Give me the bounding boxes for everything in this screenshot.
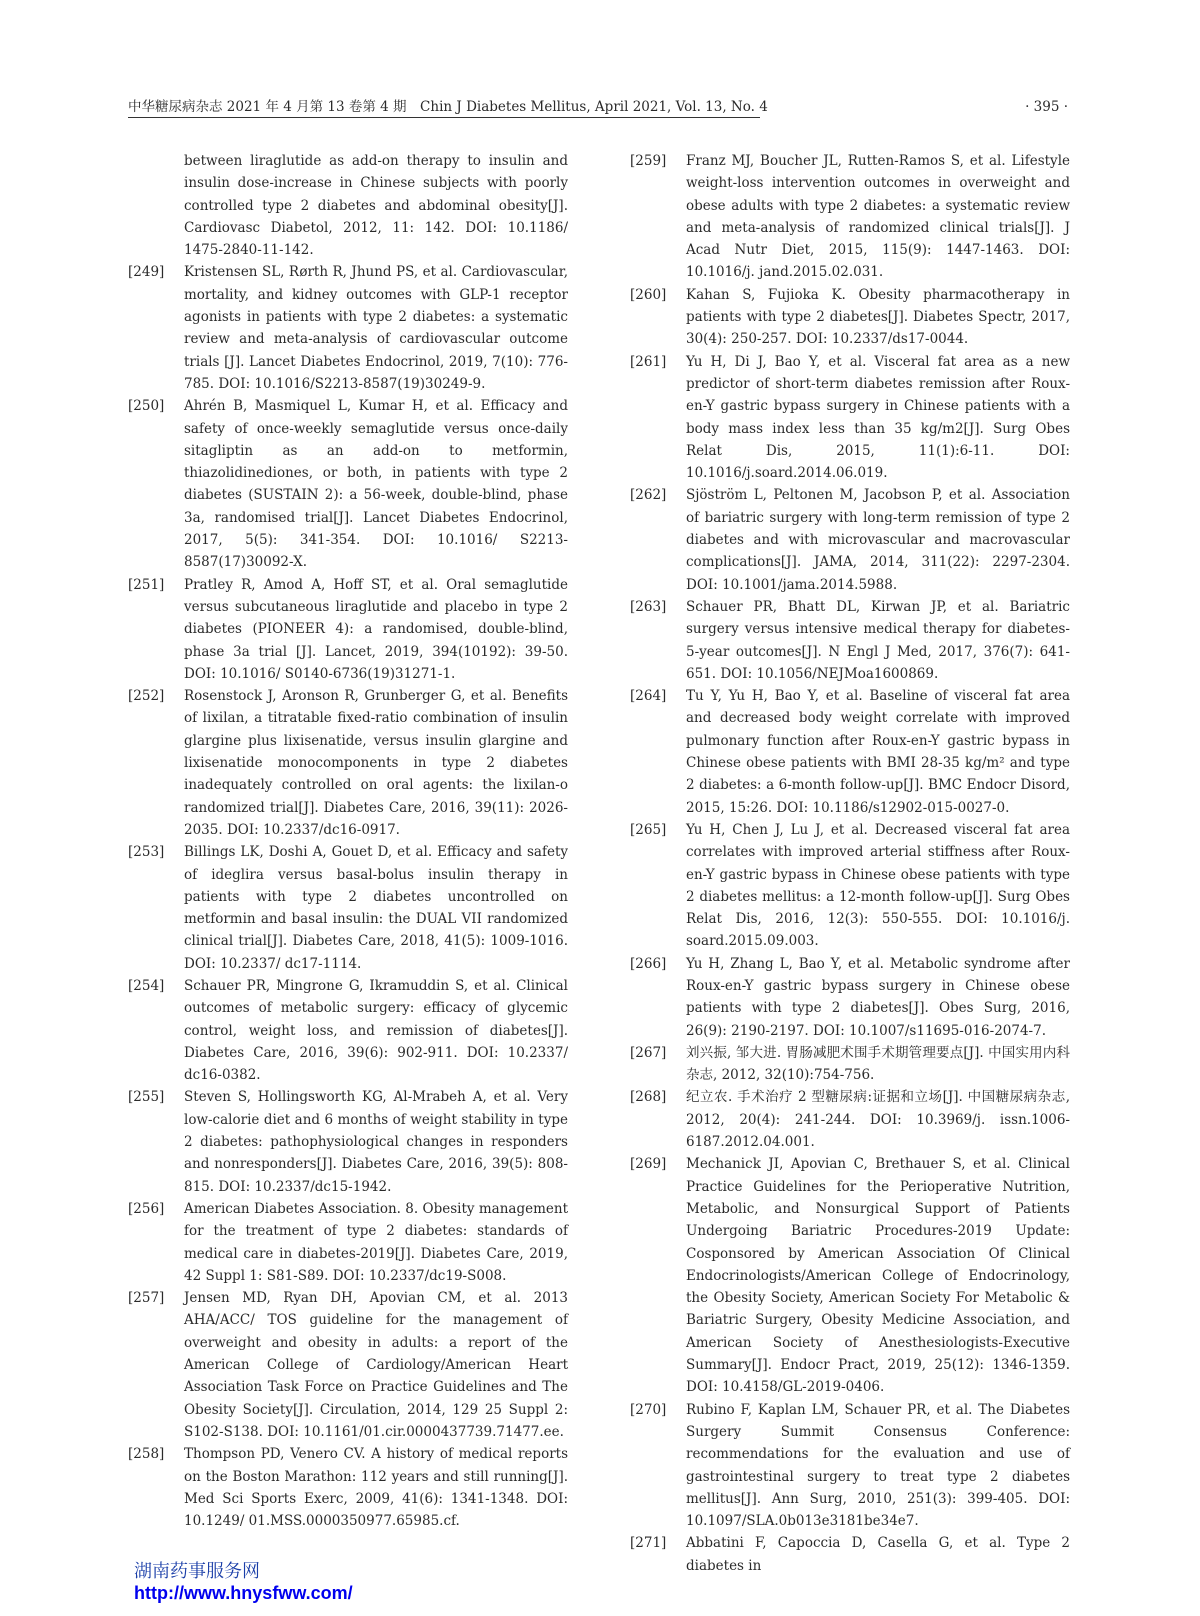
reference-number: [271] — [630, 1535, 667, 1552]
reference-number: [258] — [128, 1446, 165, 1463]
reference-item — [128, 395, 568, 573]
reference-number: [267] — [630, 1044, 667, 1061]
reference-item — [128, 841, 568, 975]
reference-number: [256] — [128, 1200, 165, 1217]
reference-number: [262] — [630, 487, 667, 504]
reference-text: 纪立农. 手术治疗 2 型糖尿病:证据和立场[J]. 中国糖尿病杂志, 2012, 20(4): 241-244. DOI: 10.3969/j. issn.1006-6187.2012.04.001. — [686, 1089, 1070, 1151]
reference-text: Steven S, Hollingsworth KG, Al-Mrabeh A, et al. Very low-calorie diet and 6 months of weight stability in type 2 diabetes: pathophysiological changes in responders and nonresponders[J]. Diabetes Care, 2016, 39(5): 808-815. DOI: 10.2337/dc15-1942. — [184, 1089, 568, 1195]
reference-number: [269] — [630, 1156, 667, 1173]
reference-item — [630, 150, 1070, 284]
reference-text: Kristensen SL, Rørth R, Jhund PS, et al. Cardiovascular, mortality, and kidney outcomes with GLP-1 receptor agonists in patients with type 2 diabetes: a systematic review and meta-analysis of cardiovascular outcome trials [J]. Lancet Diabetes Endocrinol, 2019, 7(10): 776-785. DOI: 10.1016/S2213-8587(19)30249-9. — [184, 264, 568, 392]
reference-item — [630, 1153, 1070, 1398]
reference-text: 刘兴振, 邹大进. 胃肠减肥术围手术期管理要点[J]. 中国实用内科杂志, 2012, 32(10):754-756. — [686, 1044, 1070, 1084]
reference-text: Abbatini F, Capoccia D, Casella G, et al. Type 2 diabetes in — [686, 1535, 1070, 1574]
site-url[interactable]: http://www.hnysfww.com/ — [134, 1583, 353, 1603]
reference-item — [128, 685, 568, 841]
reference-item — [630, 596, 1070, 685]
reference-text: Rubino F, Kaplan LM, Schauer PR, et al. The Diabetes Surgery Summit Consensus Conference: recommendations for the evaluation and use of gastrointestinal surgery to treat type 2 diabetes mellitus[J]. Ann Surg, 2010, 251(3): 399-405. DOI: 10.1097/SLA.0b013e3181be34e7. — [686, 1401, 1070, 1530]
reference-text: Yu H, Zhang L, Bao Y, et al. Metabolic syndrome after Roux-en-Y gastric bypass surgery in Chinese obese patients with type 2 diabetes[J]. Obes Surg, 2016, 26(9): 2190-2197. DOI: 10.1007/s11695-016-2074-7. — [686, 955, 1070, 1039]
reference-number: [250] — [128, 398, 165, 415]
reference-item — [128, 574, 568, 685]
reference-item — [128, 1443, 568, 1532]
reference-item — [630, 351, 1070, 485]
reference-number: [249] — [128, 264, 165, 281]
reference-text: Mechanick JI, Apovian C, Brethauer S, et al. Clinical Practice Guidelines for the Perioperative Nutrition, Metabolic, and Nonsurgical Support of Patients Undergoing Bariatric Procedures-2019 Update: Cosponsored by American Association Of Clinical Endocrinologists/American College of Endocrinology, the Obesity Society, American Society For Metabolic & Bariatric Surgery, Obesity Medicine Association, and American Society of Anesthesiologists-Executive Summary[J]. Endocr Pract, 2019, 25(12): 1346-1359. DOI: 10.4158/GL-2019-0406. — [686, 1156, 1070, 1396]
reference-item — [128, 150, 568, 261]
reference-text: Yu H, Di J, Bao Y, et al. Visceral fat area as a new predictor of short-term diabetes remission after Roux-en-Y gastric bypass surgery in Chinese patients with a body mass index less than 35 kg/m2[J]. Surg Obes Relat Dis, 2015, 11(1):6-11. DOI: 10.1016/j.soard.2014.06.019. — [686, 353, 1070, 482]
reference-number: [261] — [630, 353, 667, 370]
reference-text: between liraglutide as add-on therapy to insulin and insulin dose-increase in Chinese subjects with poorly controlled type 2 diabetes and abdominal obesity[J]. Cardiovasc Diabetol, 2012, 11: 142. DOI: 10.1186/ 1475-2840-11-142. — [184, 153, 568, 259]
reference-text: Franz MJ, Boucher JL, Rutten-Ramos S, et al. Lifestyle weight-loss intervention outcomes in overweight and obese adults with type 2 diabetes: a systematic review and meta-analysis of randomized clinical trials[J]. J Acad Nutr Diet, 2015, 115(9): 1447-1463. DOI: 10.1016/j. jand.2015.02.031. — [686, 153, 1070, 281]
reference-number: [255] — [128, 1089, 165, 1106]
running-header — [128, 96, 1068, 118]
reference-number: [253] — [128, 844, 165, 861]
reference-item — [630, 1532, 1070, 1577]
reference-item — [630, 1042, 1070, 1087]
header-rule — [128, 117, 760, 118]
reference-number: [264] — [630, 688, 667, 705]
reference-text: Schauer PR, Mingrone G, Ikramuddin S, et al. Clinical outcomes of metabolic surgery: efficacy of glycemic control, weight loss, and remission of diabetes[J]. Diabetes Care, 2016, 39(6): 902-911. DOI: 10.2337/ dc16-0382. — [184, 977, 568, 1084]
reference-column-left — [128, 150, 568, 1532]
reference-number: [254] — [128, 977, 165, 994]
reference-item — [128, 261, 568, 395]
reference-text: Rosenstock J, Aronson R, Grunberger G, et al. Benefits of lixilan, a titratable fixed-ratio combination of insulin glargine plus lixisenatide, versus insulin glargine and lixisenatide monocomponents in type 2 diabetes inadequately controlled on oral agents: the lixilan-o randomized trial[J]. Diabetes Care, 2016, 39(11): 2026-2035. DOI: 10.2337/dc16-0917. — [184, 688, 568, 838]
reference-text: Thompson PD, Venero CV. A history of medical reports on the Boston Marathon: 112 years and still running[J]. Med Sci Sports Exerc, 2009, 41(6): 1341-1348. DOI: 10.1249/ 01.MSS.0000350977.65985.cf. — [184, 1446, 568, 1530]
reference-item — [128, 1086, 568, 1197]
site-name: 湖南药事服务网 — [134, 1561, 260, 1581]
reference-item — [630, 685, 1070, 819]
reference-item — [128, 1198, 568, 1287]
reference-text: Schauer PR, Bhatt DL, Kirwan JP, et al. Bariatric surgery versus intensive medical therapy for diabetes-5-year outcomes[J]. N Engl J Med, 2017, 376(7): 641-651. DOI: 10.1056/NEJMoa1600869. — [686, 598, 1070, 682]
reference-item — [128, 975, 568, 1086]
reference-item — [630, 1086, 1070, 1153]
reference-text: Yu H, Chen J, Lu J, et al. Decreased visceral fat area correlates with improved arterial stiffness after Roux-en-Y gastric bypass in Chinese obese patients with type 2 diabetes mellitus: a 12-month follow-up[J]. Surg Obes Relat Dis, 2016, 12(3): 550-555. DOI: 10.1016/j. soard.2015.09.003. — [686, 821, 1070, 950]
reference-item — [630, 1399, 1070, 1533]
reference-item — [128, 1287, 568, 1443]
reference-text: Ahrén B, Masmiquel L, Kumar H, et al. Efficacy and safety of once-weekly semaglutide versus once-daily sitagliptin as an add-on to metformin, thiazolidinediones, or both, in patients with type 2 diabetes (SUSTAIN 2): a 56-week, double-blind, phase 3a, randomised trial[J]. Lancet Diabetes Endocrinol, 2017, 5(5): 341-354. DOI: 10.1016/ S2213-8587(17)30092-X. — [184, 398, 568, 571]
reference-text: Pratley R, Amod A, Hoff ST, et al. Oral semaglutide versus subcutaneous liraglutide and placebo in type 2 diabetes (PIONEER 4): a randomised, double-blind, phase 3a trial [J]. Lancet, 2019, 394(10192): 39-50. DOI: 10.1016/ S0140-6736(19)31271-1. — [184, 576, 568, 682]
reference-text: Billings LK, Doshi A, Gouet D, et al. Efficacy and safety of ideglira versus basal-bolus insulin therapy in patients with type 2 diabetes uncontrolled on metformin and basal insulin: the DUAL VII randomized clinical trial[J]. Diabetes Care, 2018, 41(5): 1009-1016. DOI: 10.2337/ dc17-1114. — [184, 844, 568, 972]
journal-header: 中华糖尿病杂志 2021 年 4 月第 13 卷第 4 期 Chin J Diabetes Mellitus, April 2021, Vol. 13, No. 4 — [128, 99, 768, 115]
reference-text: Sjöström L, Peltonen M, Jacobson P, et al. Association of bariatric surgery with long-term remission of type 2 diabetes and with microvascular and macrovascular complications[J]. JAMA, 2014, 311(22): 2297-2304. DOI: 10.1001/jama.2014.5988. — [686, 487, 1070, 593]
reference-item — [630, 819, 1070, 953]
reference-text: Kahan S, Fujioka K. Obesity pharmacotherapy in patients with type 2 diabetes[J]. Diabetes Spectr, 2017, 30(4): 250-257. DOI: 10.2337/ds17-0044. — [686, 286, 1070, 348]
reference-number: [265] — [630, 821, 667, 838]
reference-number: [252] — [128, 688, 165, 705]
watermark-footer — [134, 1560, 353, 1604]
reference-number: [257] — [128, 1290, 165, 1307]
reference-number: [259] — [630, 153, 667, 169]
reference-number: [270] — [630, 1401, 667, 1418]
reference-text: Jensen MD, Ryan DH, Apovian CM, et al. 2013 AHA/ACC/ TOS guideline for the management of overweight and obesity in adults: a report of the American College of Cardiology/American Heart Association Task Force on Practice Guidelines and The Obesity Society[J]. Circulation, 2014, 129 25 Suppl 2: S102-S138. DOI: 10.1161/01.cir.0000437739.71477.ee. — [184, 1290, 568, 1440]
reference-column-right — [630, 150, 1070, 1577]
page-number: · 395 · — [1025, 99, 1068, 115]
reference-number: [263] — [630, 598, 667, 615]
reference-number: [251] — [128, 576, 165, 593]
reference-text: Tu Y, Yu H, Bao Y, et al. Baseline of visceral fat area and decreased body weight correlate with improved pulmonary function after Roux-en-Y gastric bypass in Chinese obese patients with BMI 28-35 kg/m² and type 2 diabetes: a 6-month follow-up[J]. BMC Endocr Disord, 2015, 15:26. DOI: 10.1186/s12902-015-0027-0. — [686, 688, 1070, 816]
reference-number: [260] — [630, 286, 667, 303]
reference-text: American Diabetes Association. 8. Obesity management for the treatment of type 2 diabetes: standards of medical care in diabetes-2019[J]. Diabetes Care, 2019, 42 Suppl 1: S81-S89. DOI: 10.2337/dc19-S008. — [184, 1200, 568, 1284]
reference-number: [266] — [630, 955, 667, 972]
reference-item — [630, 284, 1070, 351]
reference-item — [630, 953, 1070, 1042]
reference-number: [268] — [630, 1089, 667, 1106]
reference-item — [630, 484, 1070, 595]
